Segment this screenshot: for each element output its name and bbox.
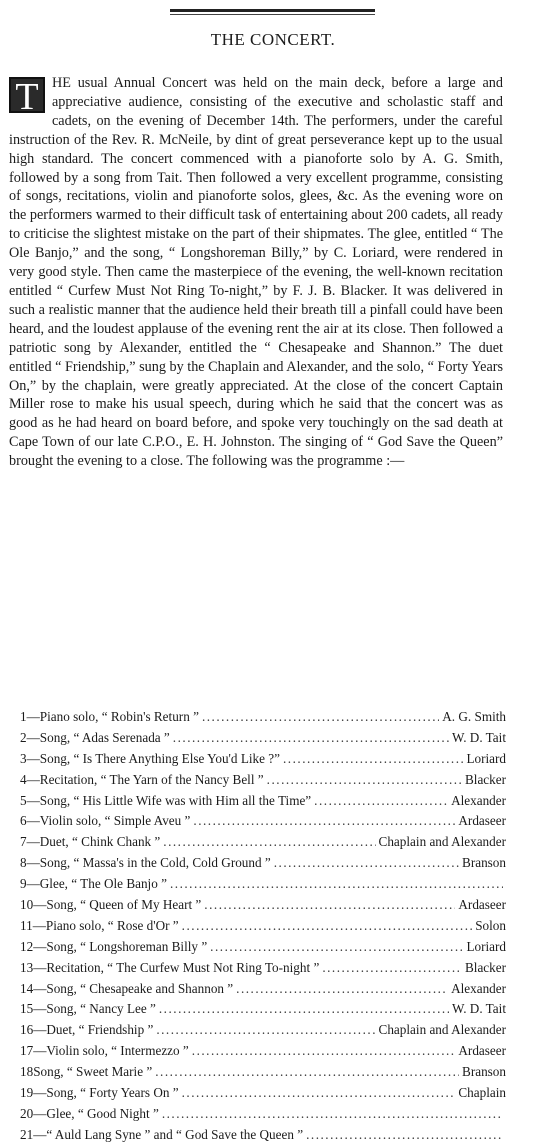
programme-item-title: Song, “ Adas Serenada ”	[39, 729, 170, 745]
programme-item-title: Song, “ His Little Wife was with Him all the Time”	[39, 792, 312, 808]
dot-leader	[159, 999, 449, 1020]
programme-item	[20, 1062, 506, 1083]
programme-item-performer: A. G. Smith	[442, 709, 506, 724]
programme-item-title: Song, “ Queen of My Heart ”	[46, 897, 202, 913]
programme-item-title: Violin solo, “ Simple Aveu ”	[39, 813, 191, 829]
programme-item-number: 13—	[20, 959, 47, 975]
programme-item	[20, 811, 506, 832]
programme-item-performer: Blacker	[464, 771, 506, 787]
programme-item-title: Piano solo, “ Rose d'Or ”	[45, 917, 179, 933]
programme-item-performer: Ardaseer	[458, 1043, 506, 1059]
programme-item-number: 15—	[20, 1001, 47, 1017]
dot-leader	[267, 770, 462, 791]
programme-item-performer: Loriard	[466, 938, 506, 954]
programme-item	[20, 853, 506, 874]
programme-item-title: “ Auld Lang Syne ” and “ God Save the Queen ”	[46, 1126, 304, 1142]
programme-item-title: Violin solo, “ Intermezzo ”	[46, 1043, 189, 1059]
programme-item-performer: Blacker	[464, 959, 506, 975]
dot-leader	[155, 1062, 459, 1083]
dot-leader	[283, 749, 463, 770]
programme-item-number: 14—	[20, 980, 47, 996]
programme-item-number: 19—	[20, 1085, 47, 1101]
programme-item	[20, 874, 506, 895]
programme-item-number: 1—	[20, 709, 40, 724]
programme-item-title: Song, “ Forty Years On ”	[46, 1085, 179, 1101]
dot-leader	[236, 979, 448, 1000]
dot-leader	[202, 707, 439, 728]
programme-item	[20, 1083, 506, 1104]
programme-item	[20, 728, 506, 749]
programme-item-performer: W. D. Tait	[451, 729, 506, 745]
programme-item-number: 20—	[20, 1105, 47, 1121]
programme-item-number: 3—	[20, 750, 40, 766]
dot-leader	[170, 874, 503, 895]
programme-item-number: 7—	[20, 834, 40, 850]
programme-item-title: Recitation, “ The Curfew Must Not Ring To-night ”	[46, 959, 320, 975]
top-rule-thin	[170, 14, 375, 15]
programme-item	[20, 958, 506, 979]
programme-item-number: 8—	[20, 855, 40, 871]
programme-item	[20, 749, 506, 770]
programme-item	[20, 707, 506, 728]
programme-list	[20, 707, 506, 1146]
programme-item-title: Glee, “ The Ole Banjo ”	[39, 876, 167, 892]
programme-item-number: 10—	[20, 897, 47, 913]
dot-leader	[162, 1104, 503, 1125]
programme-item	[20, 770, 506, 791]
programme-item-performer: Chaplain and Alexander	[378, 1022, 506, 1038]
programme-item-number: 6—	[20, 813, 40, 829]
programme-item-performer: W. D. Tait	[451, 1001, 506, 1017]
programme-item-performer: Branson	[462, 855, 506, 871]
dot-leader	[306, 1125, 503, 1146]
programme-item-title: Song, “ Sweet Marie ”	[33, 1064, 153, 1080]
article-heading: THE CONCERT.	[210, 30, 336, 49]
article-paragraph: HE usual Annual Concert was held on the main deck, before a large and appreciative audience, consisting of the executive and scholastic staff and cadets, on the evening of December 14th. The performers, under the careful instruction of the Rev. R. McNeile, by dint of great perseverance kept up to the usual high standard. The concert commenced with a pianoforte solo by A. G. Smith, followed by a song from Tait. Then followed a very excellent programme, consisting of songs, recitations, violin and pianoforte solos, glees, &c. As the evening wore on the performers warmed to their difficult task of entertaining about 200 cadets, all ready to criticise the slightest mistake on the part of their shipmates. The glee, entitled “ The Ole Banjo,” and the song, “ Longshoreman Billy,” by C. Loriard, were rendered in very good style. Then came the masterpiece of the evening, the well-known recitation entitled “ Curfew Must Not Ring To-night,” by F. J. B. Blacker. It was delivered in such a realistic manner that the audience held their breath till a pinfall could have been heard, and the loudest applause of the evening rent the air at its close. Then followed a patriotic song by Alexander, entitled the “ Chesapeake and Shannon.” The duet entitled “ Friendship,” sung by the Chaplain and Alexander, and the solo, “ Forty Years On,” by the chaplain, were greatly appreciated. At the close of the concert Captain Miller rose to make his usual speech, during which he said that the concert was as good as he had heard on board before, and spoke very touchingly on the sad death at Cape Town of our late C.P.O., E. H. Johnston. The singing of “ God Save the Queen” brought the evening to a close. The following was the programme :—	[9, 75, 503, 470]
programme-item-title: Song, “ Nancy Lee ”	[46, 1001, 156, 1017]
programme-item-performer: Chaplain	[458, 1085, 506, 1101]
programme-item-performer: Alexander	[451, 980, 506, 996]
dot-leader	[193, 811, 455, 832]
programme-item-number: 21—	[20, 1126, 47, 1142]
programme-item-title: Song, “ Chesapeake and Shannon ”	[46, 980, 234, 996]
dot-leader	[156, 1020, 375, 1041]
programme-item	[20, 791, 506, 812]
programme-item-title: Duet, “ Chink Chank ”	[39, 834, 161, 850]
dot-leader	[182, 916, 473, 937]
dot-leader	[182, 1083, 456, 1104]
dot-leader	[192, 1041, 456, 1062]
programme-item-performer: Branson	[462, 1064, 506, 1080]
dot-leader	[274, 853, 459, 874]
programme-item-performer: Solon	[475, 917, 506, 933]
dot-leader	[204, 895, 455, 916]
programme-item-title: Song, “ Is There Anything Else You'd Like ?”	[39, 750, 280, 766]
programme-item-title: Song, “ Massa's in the Cold, Cold Ground ”	[39, 855, 271, 871]
programme-item	[20, 832, 506, 853]
programme-item-performer: Loriard	[466, 750, 506, 766]
programme-item-title: Glee, “ Good Night ”	[46, 1105, 159, 1121]
programme-item	[20, 937, 506, 958]
programme-item	[20, 999, 506, 1020]
programme-item-number: 2—	[20, 729, 40, 745]
programme-item-performer: Alexander	[451, 792, 506, 808]
programme-item	[20, 895, 506, 916]
programme-item	[20, 1125, 506, 1146]
programme-item	[20, 979, 506, 1000]
top-rule	[170, 9, 375, 12]
dot-leader	[210, 937, 463, 958]
programme-item-performer: Ardaseer	[458, 897, 506, 913]
programme-item-number: 11—	[20, 917, 46, 933]
programme-item-number: 18	[20, 1064, 34, 1080]
programme-item-number: 16—	[20, 1022, 47, 1038]
dropcap-letter: T	[9, 77, 45, 113]
programme-item-performer: Chaplain and Alexander	[378, 834, 506, 850]
programme-item-number: 9—	[20, 876, 40, 892]
programme-item	[20, 1020, 506, 1041]
programme-item-title: Piano solo, “ Robin's Return ”	[39, 709, 199, 724]
dot-leader	[322, 958, 462, 979]
programme-item-title: Recitation, “ The Yarn of the Nancy Bell ”	[39, 771, 264, 787]
programme-item-title: Duet, “ Friendship ”	[46, 1022, 154, 1038]
programme-item	[20, 1041, 506, 1062]
programme-item-number: 12—	[20, 938, 47, 954]
dot-leader	[314, 791, 448, 812]
programme-item-number: 5—	[20, 792, 40, 808]
programme-item-performer: Ardaseer	[458, 813, 506, 829]
programme-item-number: 4—	[20, 771, 40, 787]
programme-item	[20, 916, 506, 937]
dot-leader	[163, 832, 375, 853]
programme-item-number: 17—	[20, 1043, 47, 1059]
programme-item	[20, 1104, 506, 1125]
programme-item-title: Song, “ Longshoreman Billy ”	[46, 938, 208, 954]
article-body	[9, 74, 503, 471]
dot-leader	[173, 728, 449, 749]
